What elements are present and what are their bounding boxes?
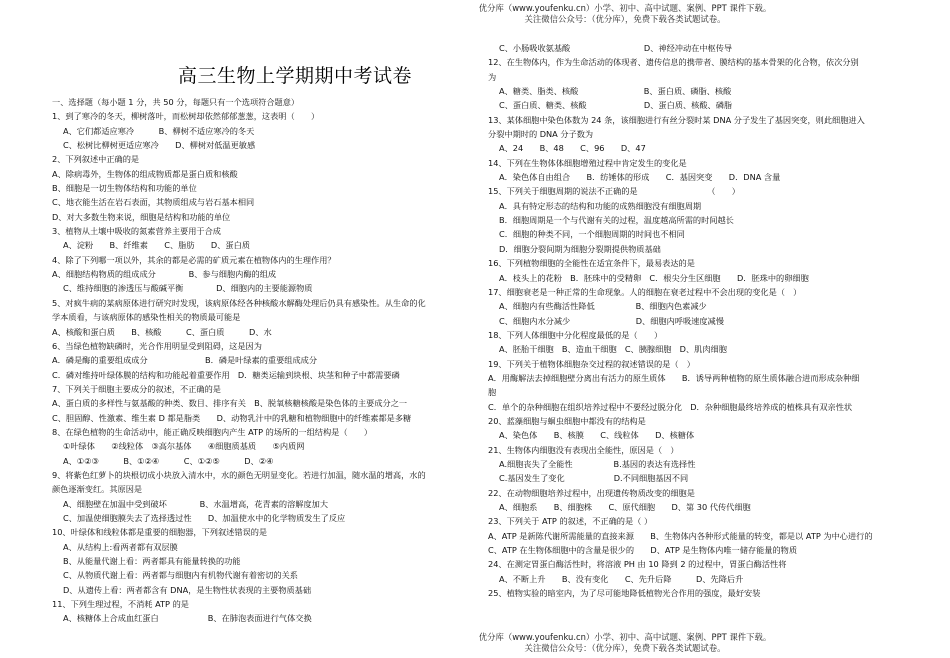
question-line: B．细胞周期是一个与代谢有关的过程，温度越高所需的时间越长 <box>499 215 734 226</box>
left-column-questions <box>52 95 477 626</box>
question-line: 23、下列关于 ATP 的叙述，不正确的是（ ） <box>488 516 653 527</box>
question-line: 颜色逐渐变红。其原因是 <box>52 484 143 495</box>
question-line: 12、在生物体内，作为生命活动的体现者、遗传信息的携带者、膜结构的基本骨架的化合物，依次分别 <box>488 57 859 68</box>
question-line: A．染色体自由组合 B．纺锤体的形成 C．基因突变 D．DNA 含量 <box>499 172 781 183</box>
question-line: C、维持细胞的渗透压与酸碱平衡 D、细胞内的主要能源物质 <box>63 283 313 294</box>
question-line: A．枝头上的花粉 B．胚珠中的受精卵 C．根尖分生区细胞 D．胚珠中的卵细胞 <box>499 272 809 283</box>
question-line: C、地衣能生活在岩石表面，其物质组成与岩石基本相同 <box>52 197 255 208</box>
question-line: C、松树比柳树更适应寒冷 D、柳树对低温更敏感 <box>63 140 256 151</box>
question-line: C．细胞的种类不同，一个细胞周期的时间也不相同 <box>499 229 685 240</box>
question-line: A、糖类、脂类、核酸 B、蛋白质、磷脂、核酸 <box>499 86 732 97</box>
header-line-1: 优分库（www.youfenku.cn）小学、初中、高中试题、案例、PPT 课件下载。 <box>478 3 772 13</box>
question-line: 16、下列植物细胞的全能性在适宜条件下，最易表达的是 <box>488 258 695 269</box>
question-line: A、①②③ B、①②④ C、①②⑤ D、②④ <box>63 455 274 466</box>
question-line: A、染色体 B、核膜 C、线粒体 D、核糖体 <box>499 430 695 441</box>
question-line: C、ATP 在生物体细胞中的含量是很少的 D、ATP 是生物体内唯一储存能量的物质 <box>488 545 798 556</box>
question-line: 11、下列生理过程，不消耗 ATP 的是 <box>52 599 189 610</box>
question-line: B、从能量代谢上看：两者都具有能量转换的功能 <box>63 556 241 566</box>
question-line: A、细胞结构物质的组成成分 B、参与细胞内酶的组成 <box>52 269 277 280</box>
question-line: A、它们都适应寒冷 B、柳树不适应寒冷的冬天 <box>63 125 255 136</box>
question-line: A.细胞丧失了全能性 B.基因的表达有选择性 <box>499 458 696 469</box>
question-line: 17、细胞衰老是一种正常的生命现象。人的细胞在衰老过程中不会出现的变化是（ ） <box>488 286 802 297</box>
question-line: A、胚胎干细胞 B、造血干细胞 C、胰腺细胞 D、肌肉细胞 <box>499 344 727 355</box>
question-line: 20、蓝藻细胞与蛔虫细胞中都没有的结构是 <box>488 415 646 426</box>
question-line: 学本质看，与该病原体的感染性相关的物质最可能是 <box>52 312 241 323</box>
question-line: 为 <box>488 71 497 82</box>
question-line: A、细胞内有些酶活性降低 B、细胞内色素减少 <box>499 301 707 312</box>
question-line: A、除病毒外，生物体的组成物质都是蛋白质和核酸 <box>52 168 238 179</box>
question-line: C、小肠吸收氨基酸 D、神经冲动在中枢传导 <box>499 43 733 53</box>
question-line: A．用酶解法去掉细胞壁分离出有活力的原生质体 B．诱导两种植物的原生质体融合进而形成杂种细 <box>488 372 860 383</box>
page-header-banner <box>150 3 950 25</box>
question-line: A．磷是酶的重要组成成分 B．磷是叶绿素的重要组成成分 <box>52 355 318 366</box>
question-line: 13、某体细胞中染色体数为 24 条，该细胞进行有丝分裂时某 DNA 分子发生了基因突变，则此细胞进入 <box>488 114 865 125</box>
question-line: 2、下列叙述中正确的是 <box>52 154 140 165</box>
question-line: 一、选择题（每小题 1 分，共 50 分，每题只有一个选项符合题意） <box>52 97 300 107</box>
right-column-questions <box>488 41 928 600</box>
question-line: C、加温使细胞膜失去了选择透过性 D、加温使水中的化学物质发生了反应 <box>63 512 346 523</box>
question-line: A、不断上升 B、没有变化 C、先升后降 D、先降后升 <box>499 573 744 584</box>
question-line: A、24 B、48 C、96 D、47 <box>499 143 646 154</box>
exam-title: 高三生物上学期期中考试卷 <box>178 65 413 87</box>
question-line: C．单个的杂种细胞在组织培养过程中不要经过脱分化 D．杂种细胞最终培养成的植株具有双亲性状 <box>488 401 853 412</box>
question-line: 9、将紫色红萝卜的块根切成小块放入清水中，水的颜色无明显变化。若进行加温，随水温的增高，水的 <box>52 469 426 480</box>
question-line: 18、下列人体细胞中分化程度最低的是（ ） <box>488 329 663 340</box>
page-footer-banner <box>150 632 950 654</box>
question-line: 22、在动物细胞培养过程中，出现遗传物质改变的细胞是 <box>488 487 695 498</box>
question-line: 3、植物从土壤中吸收的氮素营养主要用于合成 <box>52 226 221 237</box>
question-line: 24、在测定胃蛋白酶活性时，将溶液 PH 由 10 降到 2 的过程中，胃蛋白酶活性将 <box>488 559 787 570</box>
header-line-2: 关注微信公众号：（优分库），免费下载各类试题试卷。 <box>524 14 726 24</box>
footer-line-2: 关注微信公众号：（优分库），免费下载各类试题试卷。 <box>524 643 726 653</box>
question-line: 7、下列关于细胞主要成分的叙述，不正确的是 <box>52 383 221 394</box>
question-line: 19、下列关于植物体细胞杂交过程的叙述错误的是（ ） <box>488 358 695 369</box>
question-line: A．具有特定形态的结构和功能的成熟细胞没有细胞周期 <box>499 200 702 211</box>
question-line: C、蛋白质、糖类、核酸 D、蛋白质、核酸、磷脂 <box>499 100 733 111</box>
question-line: C、从物质代谢上看：两者都与细胞内有机物代谢有着密切的关系 <box>63 570 298 581</box>
question-line: A、细胞壁在加温中受到破坏 B、水温增高，花青素的溶解度加大 <box>63 498 329 509</box>
question-line: A、淀粉 B、纤维素 C、脂肪 D、蛋白质 <box>63 240 250 251</box>
question-line: 分裂中期时的 DNA 分子数为 <box>488 129 594 140</box>
question-line: 4、除了下列哪一项以外，其余的都是必需的矿质元素在植物体内的生理作用？ <box>52 254 336 265</box>
question-line: ①叶绿体 ②线粒体 ③高尔基体 ④细胞质基质 ⑤内质网 <box>63 441 305 452</box>
question-line: D．细胞分裂间期为细胞分裂期提供物质基础 <box>499 243 661 254</box>
question-line: A、核糖体上合成血红蛋白 B、在肺泡表面进行气体交换 <box>63 613 312 624</box>
question-line: C、胆固醇、性激素、维生素 D 都是脂类 D、动物乳汁中的乳糖和植物细胞中的纤维素都是多糖 <box>52 412 412 423</box>
question-line: D、对大多数生物来说，细胞是结构和功能的单位 <box>52 211 231 222</box>
question-line: 胞 <box>488 387 497 398</box>
question-line: 6、当绿色植物缺磷时，光合作用明显受到阻碍，这是因为 <box>52 340 262 351</box>
footer-line-1: 优分库（www.youfenku.cn）小学、初中、高中试题、案例、PPT 课件下载。 <box>478 632 772 642</box>
question-line: 15、下列关于细胞周期的说法不正确的是 （ ） <box>488 186 740 197</box>
question-line: 1、到了寒冷的冬天，柳树落叶，而松树却依然郁郁葱葱，这表明（ ） <box>52 111 320 122</box>
question-line: 5、对疯牛病的某病原体进行研究时发现，该病原体经各种核酸水解酶处理后仍具有感染性。从生命的化 <box>52 297 426 308</box>
question-line: C．磷对维持叶绿体膜的结构和功能起着重要作用 D．糖类运输到块根、块茎和种子中都需要磷 <box>52 369 400 380</box>
question-line: A、蛋白质的多样性与氨基酸的种类、数目、排序有关 B、脱氧核糖核酸是染色体的主要成分之一 <box>52 398 408 409</box>
question-line: A、ATP 是新陈代谢所需能量的直接来源 B、生物体内各种形式能量的转变，都是以 ATP 为中心进行的 <box>488 530 873 541</box>
question-line: A、从结构上:看两者都有双层膜 <box>63 541 178 552</box>
question-line: 21、生物体内细胞没有表现出全能性，原因是（ ） <box>488 444 679 455</box>
question-line: 10、叶绿体和线粒体都是重要的细胞器，下列叙述错误的是 <box>52 527 268 538</box>
question-line: A、核酸和蛋白质 B、核酸 C、蛋白质 D、水 <box>52 326 272 337</box>
question-line: D、从遗传上看：两者都含有 DNA，是生物性状表现的主要物质基础 <box>63 584 312 595</box>
question-line: 14、下列在生物体体细胞增殖过程中肯定发生的变化是 <box>488 157 687 168</box>
question-line: C.基因发生了变化 D.不同细胞基因不同 <box>499 473 689 484</box>
question-line: C、细胞内水分减少 D、细胞内呼吸速度减慢 <box>499 315 724 326</box>
question-line: 8、在绿色植物的生命活动中，能正确反映细胞内产生 ATP 的场所的一组结构是（ ） <box>52 426 373 437</box>
question-line: A、细胞系 B、细胞株 C、原代细胞 D、第 30 代传代细胞 <box>499 502 751 512</box>
question-line: B、细胞是一切生物体结构和功能的单位 <box>52 183 197 194</box>
question-line: 25、植物实验的暗室内，为了尽可能地降低植物光合作用的强度，最好安装 <box>488 588 761 599</box>
